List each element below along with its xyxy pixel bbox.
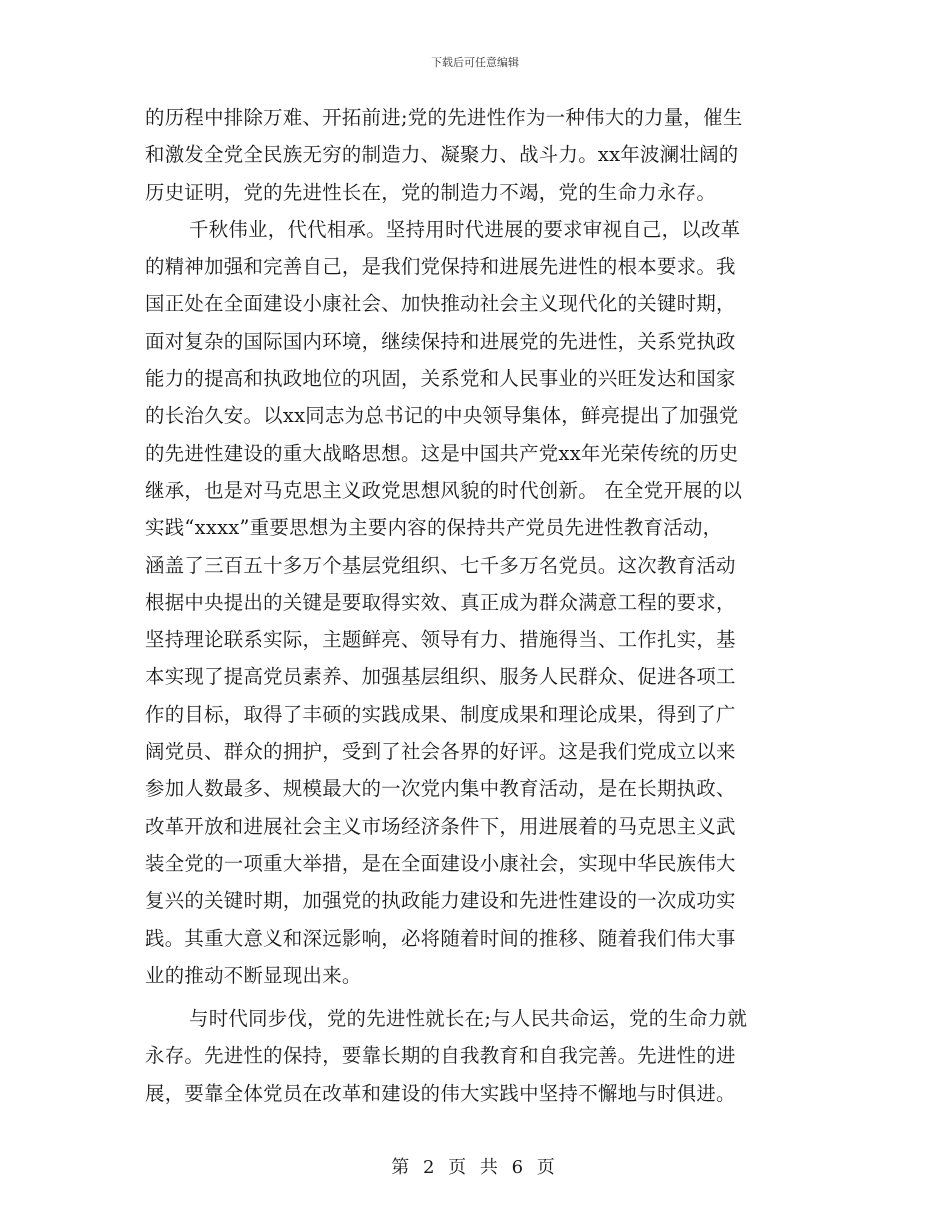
text-line: 永存。先进性的保持，要靠长期的自我教育和自我完善。先进性的进 — [145, 1044, 736, 1068]
text-line: 展，要靠全体党员在改革和建设的伟大实践中坚持不懈地与时俱进。 — [145, 1081, 736, 1105]
text-line: 的长治久安。以xx同志为总书记的中央领导集体，鲜亮提出了加强党 — [145, 404, 739, 428]
text-line: 业的推动不断显现出来。 — [145, 963, 362, 987]
document-body — [145, 99, 815, 1112]
text-line: 参加人数最多、规模最大的一次党内集中教育活动，是在长期执政、 — [145, 777, 736, 801]
text-line: 千秋伟业，代代相承。坚持用时代进展的要求审视自己，以改革 — [189, 217, 741, 241]
text-line: 阔党员、群众的拥护，受到了社会各界的好评。这是我们党成立以来 — [145, 740, 736, 764]
text-line: 本实现了提高党员素养、加强基层组织、服务人民群众、促进各项工 — [145, 665, 736, 689]
text-line: 继承，也是对马克思主义政党思想风貌的时代创新。 在全党开展的以 — [145, 478, 743, 502]
text-line: 历史证明，党的先进性长在，党的制造力不竭，党的生命力永存。 — [145, 180, 717, 204]
text-line: 复兴的关键时期，加强党的执政能力建设和先进性建设的一次成功实 — [145, 889, 736, 913]
text-line: 根据中央提出的关键是要取得实效、真正成为群众满意工程的要求， — [145, 590, 736, 614]
text-line: 践。其重大意义和深远影响，必将随着时间的推移、随着我们伟大事 — [145, 926, 736, 950]
text-line: 实践“xxxx”重要思想为主要内容的保持共产党员先进性教育活动， — [145, 516, 723, 540]
text-line: 改革开放和进展社会主义市场经济条件下，用进展着的马克思主义武 — [145, 814, 736, 838]
page-header: 下载后可任意编辑 — [431, 56, 519, 69]
text-line: 涵盖了三百五十多万个基层党组织、七千多万名党员。这次教育活动 — [145, 553, 736, 577]
text-line: 国正处在全面建设小康社会、加快推动社会主义现代化的关键时期， — [145, 292, 736, 316]
text-line: 的先进性建设的重大战略思想。这是中国共产党xx年光荣传统的历史 — [145, 441, 739, 465]
text-line: 和激发全党全民族无穷的制造力、凝聚力、战斗力。xx年波澜壮阔的 — [145, 143, 739, 167]
text-line: 与时代同步伐，党的先进性就长在;与人民共命运，党的生命力就 — [189, 1007, 748, 1031]
page-number: 第 2 页 共 6 页 — [391, 1157, 559, 1178]
text-line: 装全党的一项重大举措，是在全面建设小康社会，实现中华民族伟大 — [145, 851, 736, 875]
text-line: 的历程中排除万难、开拓前进;党的先进性作为一种伟大的力量，催生 — [145, 106, 743, 129]
text-line: 面对复杂的国际国内环境，继续保持和进展党的先进性，关系党执政 — [145, 329, 736, 353]
text-line: 坚持理论联系实际，主题鲜亮、领导有力、措施得当、工作扎实，基 — [145, 628, 736, 652]
text-line: 的精神加强和完善自己，是我们党保持和进展先进性的根本要求。我 — [145, 255, 736, 279]
text-line: 作的目标，取得了丰硕的实践成果、制度成果和理论成果，得到了广 — [145, 702, 736, 726]
text-line: 能力的提高和执政地位的巩固，关系党和人民事业的兴旺发达和国家 — [145, 367, 736, 391]
